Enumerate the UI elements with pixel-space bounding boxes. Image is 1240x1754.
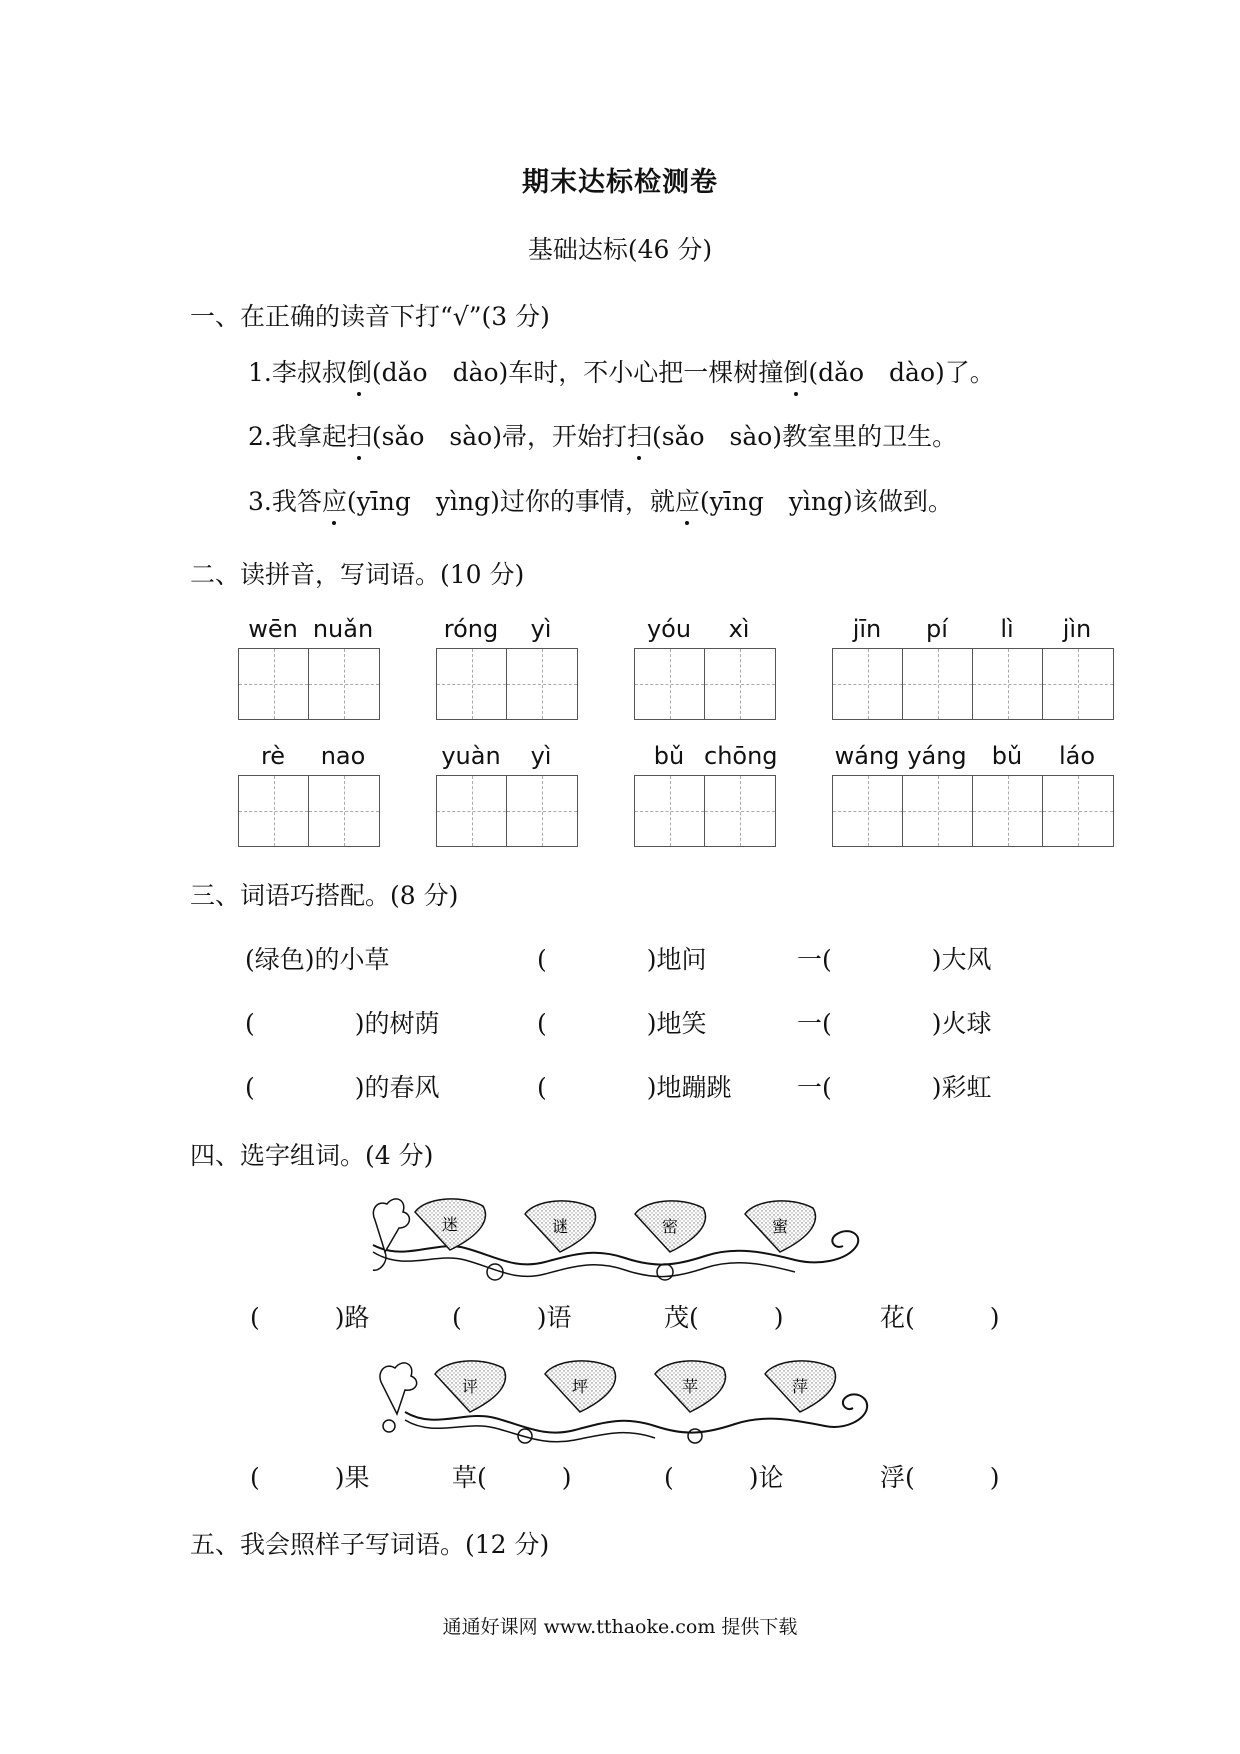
page-title: 期末达标检测卷	[522, 167, 718, 198]
writing-grid[interactable]	[634, 775, 776, 847]
match-item[interactable]: ( )的树荫	[245, 1009, 440, 1038]
leaf-char: 迷	[441, 1215, 459, 1234]
pinyin-word-1: wēn nuǎn	[248, 615, 374, 643]
word-blank[interactable]: 草( )	[452, 1463, 572, 1492]
leaf-2	[525, 1201, 595, 1252]
pinyin-word-8: wáng yáng bǔ láo	[834, 742, 1096, 770]
pinyin-word-7: bǔ chōng	[653, 742, 778, 770]
leaf-char: 蜜	[771, 1217, 789, 1236]
writing-grid[interactable]	[832, 775, 1114, 847]
section1-heading: 一、在正确的读音下打“√”(3 分)	[190, 302, 550, 331]
dotted-char: 应	[322, 482, 347, 518]
dotted-char: 倒	[783, 353, 808, 389]
leaf-2	[545, 1361, 615, 1412]
pinyin-word-3: yóu xì	[646, 615, 750, 643]
leaf-char: 评	[461, 1377, 479, 1396]
match-item[interactable]: (绿色)的小草	[245, 945, 390, 974]
dotted-char: 扫	[347, 417, 372, 453]
match-item[interactable]: ( )地问	[537, 945, 707, 974]
footer-credit: 通通好课网 www.tthaoke.com 提供下载	[442, 1616, 798, 1638]
word-blank[interactable]: 茂( )	[664, 1303, 784, 1332]
section2-heading: 二、读拼音，写词语。(10 分)	[190, 560, 525, 589]
leaf-char: 坪	[571, 1377, 589, 1396]
section4-heading: 四、选字组词。(4 分)	[190, 1141, 434, 1170]
match-item[interactable]: 一( )火球	[797, 1009, 992, 1038]
writing-grid[interactable]	[832, 648, 1114, 720]
match-item[interactable]: ( )的春风	[245, 1073, 440, 1102]
leaf-char: 苹	[681, 1377, 699, 1396]
pinyin-word-4: jīn pí lì jìn	[852, 615, 1092, 643]
leaf-char: 密	[661, 1217, 679, 1236]
dotted-char: 倒	[347, 353, 372, 389]
word-blank[interactable]: ( )论	[664, 1463, 784, 1492]
match-item[interactable]: ( )地笑	[537, 1009, 707, 1038]
word-blank[interactable]: 花( )	[880, 1303, 1000, 1332]
pinyin-word-6: yuàn yì	[441, 742, 552, 770]
section3-heading: 三、词语巧搭配。(8 分)	[190, 881, 459, 910]
ginkgo-vine-illustration	[375, 1350, 875, 1445]
leaf-3	[655, 1361, 725, 1412]
section5-heading: 五、我会照样子写词语。(12 分)	[190, 1530, 550, 1559]
section1-question-3: 3.我答应(yīng yìng)过你的事情，就应(yīng yìng)该做到。	[248, 482, 953, 518]
leaf-1	[435, 1361, 505, 1412]
dotted-char: 扫	[627, 417, 652, 453]
ginkgo-vine-illustration	[365, 1190, 875, 1285]
section1-question-1: 1.李叔叔倒(dǎo dào)车时，不小心把一棵树撞倒(dǎo dào)了。	[248, 353, 995, 389]
match-item[interactable]: 一( )大风	[797, 945, 992, 974]
dotted-char: 应	[675, 482, 700, 518]
page-subtitle: 基础达标(46 分)	[527, 235, 713, 264]
word-blank[interactable]: ( )语	[452, 1303, 572, 1332]
leaf-char: 萍	[791, 1377, 809, 1396]
section1-question-2: 2.我拿起扫(sǎo sào)帚，开始打扫(sǎo sào)教室里的卫生。	[248, 417, 957, 453]
writing-grid[interactable]	[634, 648, 776, 720]
pinyin-word-2: róng yì	[443, 615, 552, 643]
writing-grid[interactable]	[238, 775, 380, 847]
word-blank[interactable]: 浮( )	[880, 1463, 1000, 1492]
leaf-4	[765, 1361, 835, 1412]
leaf-4	[745, 1201, 815, 1252]
match-item[interactable]: ( )地蹦跳	[537, 1073, 732, 1102]
writing-grid[interactable]	[436, 648, 578, 720]
writing-grid[interactable]	[238, 648, 380, 720]
leaf-char: 谜	[551, 1217, 569, 1236]
word-blank[interactable]: ( )路	[250, 1303, 370, 1332]
leaf-1	[415, 1199, 485, 1250]
writing-grid[interactable]	[436, 775, 578, 847]
leaf-3	[635, 1201, 705, 1252]
word-blank[interactable]: ( )果	[250, 1463, 370, 1492]
pinyin-word-5: rè nao	[260, 742, 366, 770]
match-item[interactable]: 一( )彩虹	[797, 1073, 992, 1102]
